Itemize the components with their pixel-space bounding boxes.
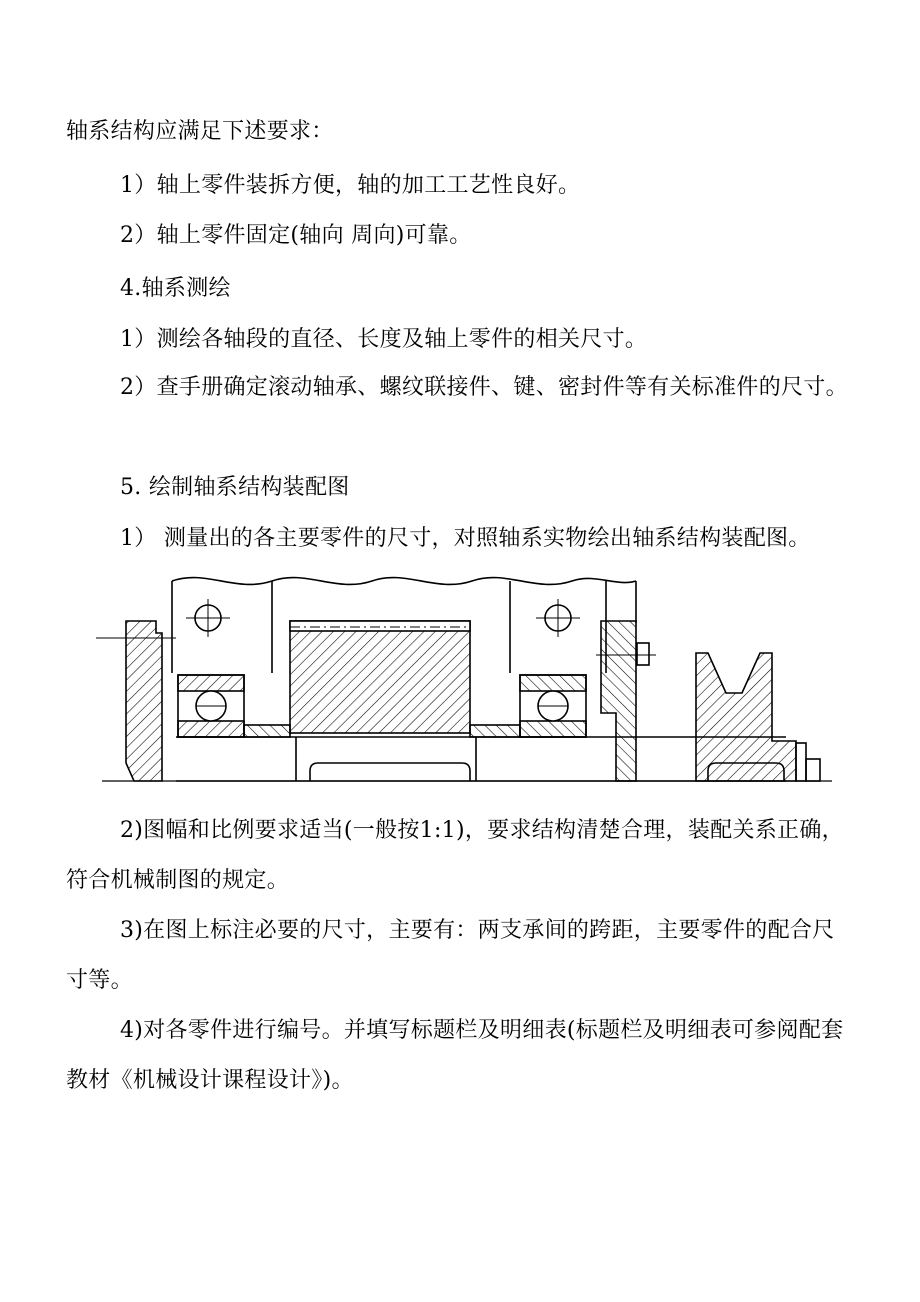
paragraph-drawing-2: 2)图幅和比例要求适当(一般按1:1)，要求结构清楚合理，装配关系正确，符合机械制图的规定。 — [66, 818, 844, 893]
paragraph-survey-1: 1）测绘各轴段的直径、长度及轴上零件的相关尺寸。 — [120, 327, 648, 352]
section-heading-4: 4.轴系测绘 — [120, 276, 231, 301]
paragraph-survey-2: 2）查手册确定滚动轴承、螺纹联接件、键、密封件等有关标准件的尺寸。 — [120, 375, 848, 400]
paragraph-requirements-intro: 轴系结构应满足下述要求： — [66, 119, 334, 144]
paragraph-requirement-1: 1）轴上零件装拆方便，轴的加工工艺性良好。 — [120, 173, 581, 198]
section-heading-5: 5. 绘制轴系结构装配图 — [120, 475, 350, 500]
paragraph-drawing-4: 4)对各零件进行编号。并填写标题栏及明细表(标题栏及明细表可参阅配套教材《机械设计课程设计》)。 — [66, 1018, 844, 1093]
shaft-assembly-drawing — [96, 563, 836, 793]
paragraph-requirement-2: 2）轴上零件固定(轴向 周向)可靠。 — [120, 223, 472, 248]
paragraph-drawing-1: 1） 测量出的各主要零件的尺寸，对照轴系实物绘出轴系结构装配图。 — [120, 526, 811, 551]
shaft-assembly-svg — [96, 563, 836, 793]
paragraph-drawing-3: 3)在图上标注必要的尺寸，主要有：两支承间的跨距，主要零件的配合尺寸等。 — [66, 918, 835, 993]
